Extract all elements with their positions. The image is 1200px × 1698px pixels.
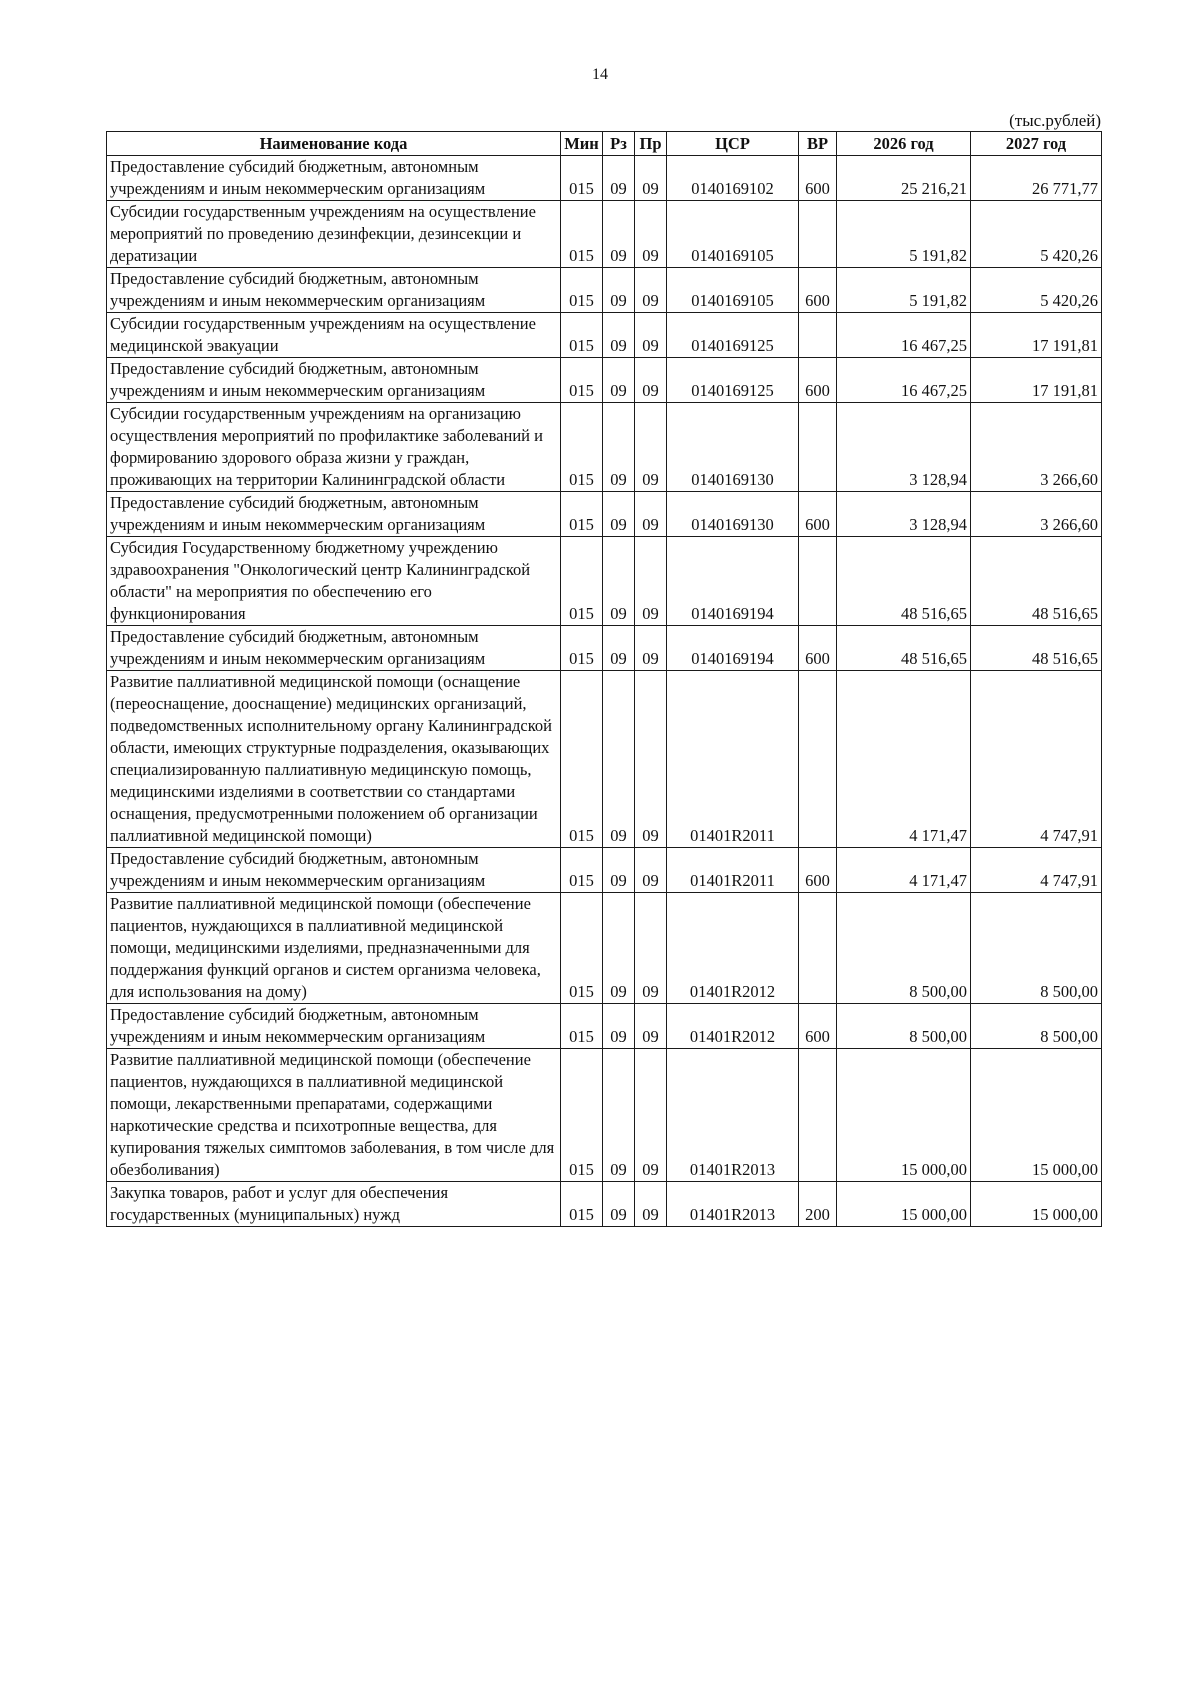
cell-min: 015 xyxy=(561,626,603,671)
cell-name: Субсидии государственным учреждениям на организацию осуществления мероприятий по профилактике заболеваний и формированию здорового образа жизни у граждан, проживающих на территории Калининградской области xyxy=(107,403,561,492)
budget-table xyxy=(106,131,1102,1227)
cell-rz: 09 xyxy=(603,848,635,893)
table-row xyxy=(107,156,1102,201)
table-row xyxy=(107,537,1102,626)
table-row xyxy=(107,201,1102,268)
cell-2026: 15 000,00 xyxy=(837,1049,971,1182)
cell-name: Предоставление субсидий бюджетным, автономным учреждениям и иным некоммерческим организациям xyxy=(107,156,561,201)
cell-2026: 48 516,65 xyxy=(837,537,971,626)
cell-min: 015 xyxy=(561,893,603,1004)
cell-min: 015 xyxy=(561,268,603,313)
cell-name: Субсидия Государственному бюджетному учреждению здравоохранения "Онкологический центр Калининградской области" на мероприятия по обеспечению его функционирования xyxy=(107,537,561,626)
cell-vr xyxy=(799,313,837,358)
cell-min: 015 xyxy=(561,403,603,492)
cell-2027: 15 000,00 xyxy=(971,1049,1102,1182)
table-row xyxy=(107,1004,1102,1049)
cell-2027: 4 747,91 xyxy=(971,848,1102,893)
cell-2027: 8 500,00 xyxy=(971,893,1102,1004)
cell-name: Закупка товаров, работ и услуг для обеспечения государственных (муниципальных) нужд xyxy=(107,1182,561,1227)
page-number: 14 xyxy=(592,66,608,83)
cell-csr: 0140169130 xyxy=(667,403,799,492)
cell-2026: 25 216,21 xyxy=(837,156,971,201)
cell-2027: 15 000,00 xyxy=(971,1182,1102,1227)
cell-2027: 48 516,65 xyxy=(971,626,1102,671)
cell-name: Субсидии государственным учреждениям на осуществление медицинской эвакуации xyxy=(107,313,561,358)
table-row xyxy=(107,848,1102,893)
cell-2027: 5 420,26 xyxy=(971,201,1102,268)
cell-vr: 600 xyxy=(799,156,837,201)
cell-2027: 4 747,91 xyxy=(971,671,1102,848)
cell-csr: 0140169125 xyxy=(667,313,799,358)
cell-rz: 09 xyxy=(603,1049,635,1182)
cell-pr: 09 xyxy=(635,1049,667,1182)
cell-csr: 01401R2011 xyxy=(667,848,799,893)
cell-name: Субсидии государственным учреждениям на осуществление мероприятий по проведению дезинфекции, дезинсекции и дератизации xyxy=(107,201,561,268)
table-row xyxy=(107,268,1102,313)
cell-2026: 8 500,00 xyxy=(837,893,971,1004)
cell-vr: 600 xyxy=(799,268,837,313)
cell-min: 015 xyxy=(561,156,603,201)
cell-csr: 0140169105 xyxy=(667,268,799,313)
cell-rz: 09 xyxy=(603,313,635,358)
cell-pr: 09 xyxy=(635,403,667,492)
cell-min: 015 xyxy=(561,1182,603,1227)
cell-rz: 09 xyxy=(603,201,635,268)
cell-min: 015 xyxy=(561,313,603,358)
table-row xyxy=(107,1049,1102,1182)
table-body xyxy=(107,156,1102,1227)
cell-vr: 200 xyxy=(799,1182,837,1227)
cell-min: 015 xyxy=(561,671,603,848)
cell-pr: 09 xyxy=(635,1182,667,1227)
header-pr: Пр xyxy=(635,132,667,156)
cell-min: 015 xyxy=(561,201,603,268)
cell-name: Развитие паллиативной медицинской помощи (оснащение (переоснащение, дооснащение) медицинских организаций, подведомственных исполнительному органу Калининградской области, имеющих структурные подразделения, оказывающих специализированную паллиативную медицинскую помощь, медицинскими изделиями в соответствии со стандартами оснащения, предусмотренными положением об организации паллиативной медицинской помощи) xyxy=(107,671,561,848)
units-label: (тыс.рублей) xyxy=(1009,111,1101,130)
cell-2026: 5 191,82 xyxy=(837,268,971,313)
cell-2027: 17 191,81 xyxy=(971,313,1102,358)
cell-pr: 09 xyxy=(635,156,667,201)
cell-name: Развитие паллиативной медицинской помощи (обеспечение пациентов, нуждающихся в паллиативной медицинской помощи, лекарственными препаратами, содержащими наркотические средства и психотропные вещества, для купирования тяжелых симптомов заболевания, в том числе для обезболивания) xyxy=(107,1049,561,1182)
cell-vr xyxy=(799,403,837,492)
cell-rz: 09 xyxy=(603,403,635,492)
header-csr: ЦСР xyxy=(667,132,799,156)
cell-csr: 0140169194 xyxy=(667,537,799,626)
cell-2027: 48 516,65 xyxy=(971,537,1102,626)
cell-vr xyxy=(799,893,837,1004)
cell-csr: 01401R2011 xyxy=(667,671,799,848)
cell-2027: 17 191,81 xyxy=(971,358,1102,403)
cell-csr: 01401R2012 xyxy=(667,1004,799,1049)
cell-2026: 3 128,94 xyxy=(837,492,971,537)
cell-vr xyxy=(799,537,837,626)
header-2026: 2026 год xyxy=(837,132,971,156)
cell-min: 015 xyxy=(561,1004,603,1049)
cell-2026: 3 128,94 xyxy=(837,403,971,492)
cell-name: Предоставление субсидий бюджетным, автономным учреждениям и иным некоммерческим организациям xyxy=(107,848,561,893)
table-row xyxy=(107,358,1102,403)
cell-min: 015 xyxy=(561,537,603,626)
cell-rz: 09 xyxy=(603,1004,635,1049)
cell-2026: 4 171,47 xyxy=(837,671,971,848)
cell-rz: 09 xyxy=(603,1182,635,1227)
cell-min: 015 xyxy=(561,1049,603,1182)
cell-rz: 09 xyxy=(603,537,635,626)
header-2027: 2027 год xyxy=(971,132,1102,156)
cell-2027: 26 771,77 xyxy=(971,156,1102,201)
cell-2026: 4 171,47 xyxy=(837,848,971,893)
cell-vr xyxy=(799,1049,837,1182)
cell-pr: 09 xyxy=(635,671,667,848)
cell-min: 015 xyxy=(561,848,603,893)
header-vr: ВР xyxy=(799,132,837,156)
cell-pr: 09 xyxy=(635,626,667,671)
cell-rz: 09 xyxy=(603,626,635,671)
table-row xyxy=(107,313,1102,358)
cell-rz: 09 xyxy=(603,156,635,201)
cell-vr xyxy=(799,201,837,268)
cell-name: Развитие паллиативной медицинской помощи (обеспечение пациентов, нуждающихся в паллиативной медицинской помощи, медицинскими изделиями, предназначенными для поддержания функций органов и систем организма человека, для использования на дому) xyxy=(107,893,561,1004)
cell-2027: 3 266,60 xyxy=(971,403,1102,492)
cell-vr: 600 xyxy=(799,848,837,893)
cell-rz: 09 xyxy=(603,268,635,313)
cell-csr: 01401R2012 xyxy=(667,893,799,1004)
cell-2027: 5 420,26 xyxy=(971,268,1102,313)
table-row xyxy=(107,403,1102,492)
cell-2026: 16 467,25 xyxy=(837,358,971,403)
cell-pr: 09 xyxy=(635,893,667,1004)
cell-csr: 01401R2013 xyxy=(667,1049,799,1182)
cell-pr: 09 xyxy=(635,268,667,313)
cell-csr: 0140169125 xyxy=(667,358,799,403)
cell-name: Предоставление субсидий бюджетным, автономным учреждениям и иным некоммерческим организациям xyxy=(107,492,561,537)
cell-name: Предоставление субсидий бюджетным, автономным учреждениям и иным некоммерческим организациям xyxy=(107,626,561,671)
cell-2026: 5 191,82 xyxy=(837,201,971,268)
cell-vr xyxy=(799,671,837,848)
cell-name: Предоставление субсидий бюджетным, автономным учреждениям и иным некоммерческим организациям xyxy=(107,1004,561,1049)
cell-csr: 0140169194 xyxy=(667,626,799,671)
cell-csr: 01401R2013 xyxy=(667,1182,799,1227)
cell-rz: 09 xyxy=(603,671,635,848)
cell-2026: 16 467,25 xyxy=(837,313,971,358)
header-min: Мин xyxy=(561,132,603,156)
cell-vr: 600 xyxy=(799,492,837,537)
cell-pr: 09 xyxy=(635,1004,667,1049)
cell-2026: 8 500,00 xyxy=(837,1004,971,1049)
header-name: Наименование кода xyxy=(107,132,561,156)
cell-rz: 09 xyxy=(603,893,635,1004)
cell-2027: 3 266,60 xyxy=(971,492,1102,537)
cell-rz: 09 xyxy=(603,358,635,403)
cell-min: 015 xyxy=(561,358,603,403)
table-header-row xyxy=(107,132,1102,156)
cell-2027: 8 500,00 xyxy=(971,1004,1102,1049)
cell-pr: 09 xyxy=(635,848,667,893)
cell-csr: 0140169102 xyxy=(667,156,799,201)
cell-vr: 600 xyxy=(799,626,837,671)
cell-vr: 600 xyxy=(799,1004,837,1049)
cell-pr: 09 xyxy=(635,537,667,626)
cell-name: Предоставление субсидий бюджетным, автономным учреждениям и иным некоммерческим организациям xyxy=(107,268,561,313)
cell-csr: 0140169130 xyxy=(667,492,799,537)
table-row xyxy=(107,626,1102,671)
cell-2026: 48 516,65 xyxy=(837,626,971,671)
table-row xyxy=(107,492,1102,537)
cell-name: Предоставление субсидий бюджетным, автономным учреждениям и иным некоммерческим организациям xyxy=(107,358,561,403)
cell-pr: 09 xyxy=(635,201,667,268)
cell-min: 015 xyxy=(561,492,603,537)
cell-2026: 15 000,00 xyxy=(837,1182,971,1227)
table-row xyxy=(107,1182,1102,1227)
table-row xyxy=(107,671,1102,848)
cell-pr: 09 xyxy=(635,492,667,537)
cell-pr: 09 xyxy=(635,313,667,358)
cell-pr: 09 xyxy=(635,358,667,403)
cell-csr: 0140169105 xyxy=(667,201,799,268)
table-row xyxy=(107,893,1102,1004)
cell-vr: 600 xyxy=(799,358,837,403)
cell-rz: 09 xyxy=(603,492,635,537)
header-rz: Рз xyxy=(603,132,635,156)
